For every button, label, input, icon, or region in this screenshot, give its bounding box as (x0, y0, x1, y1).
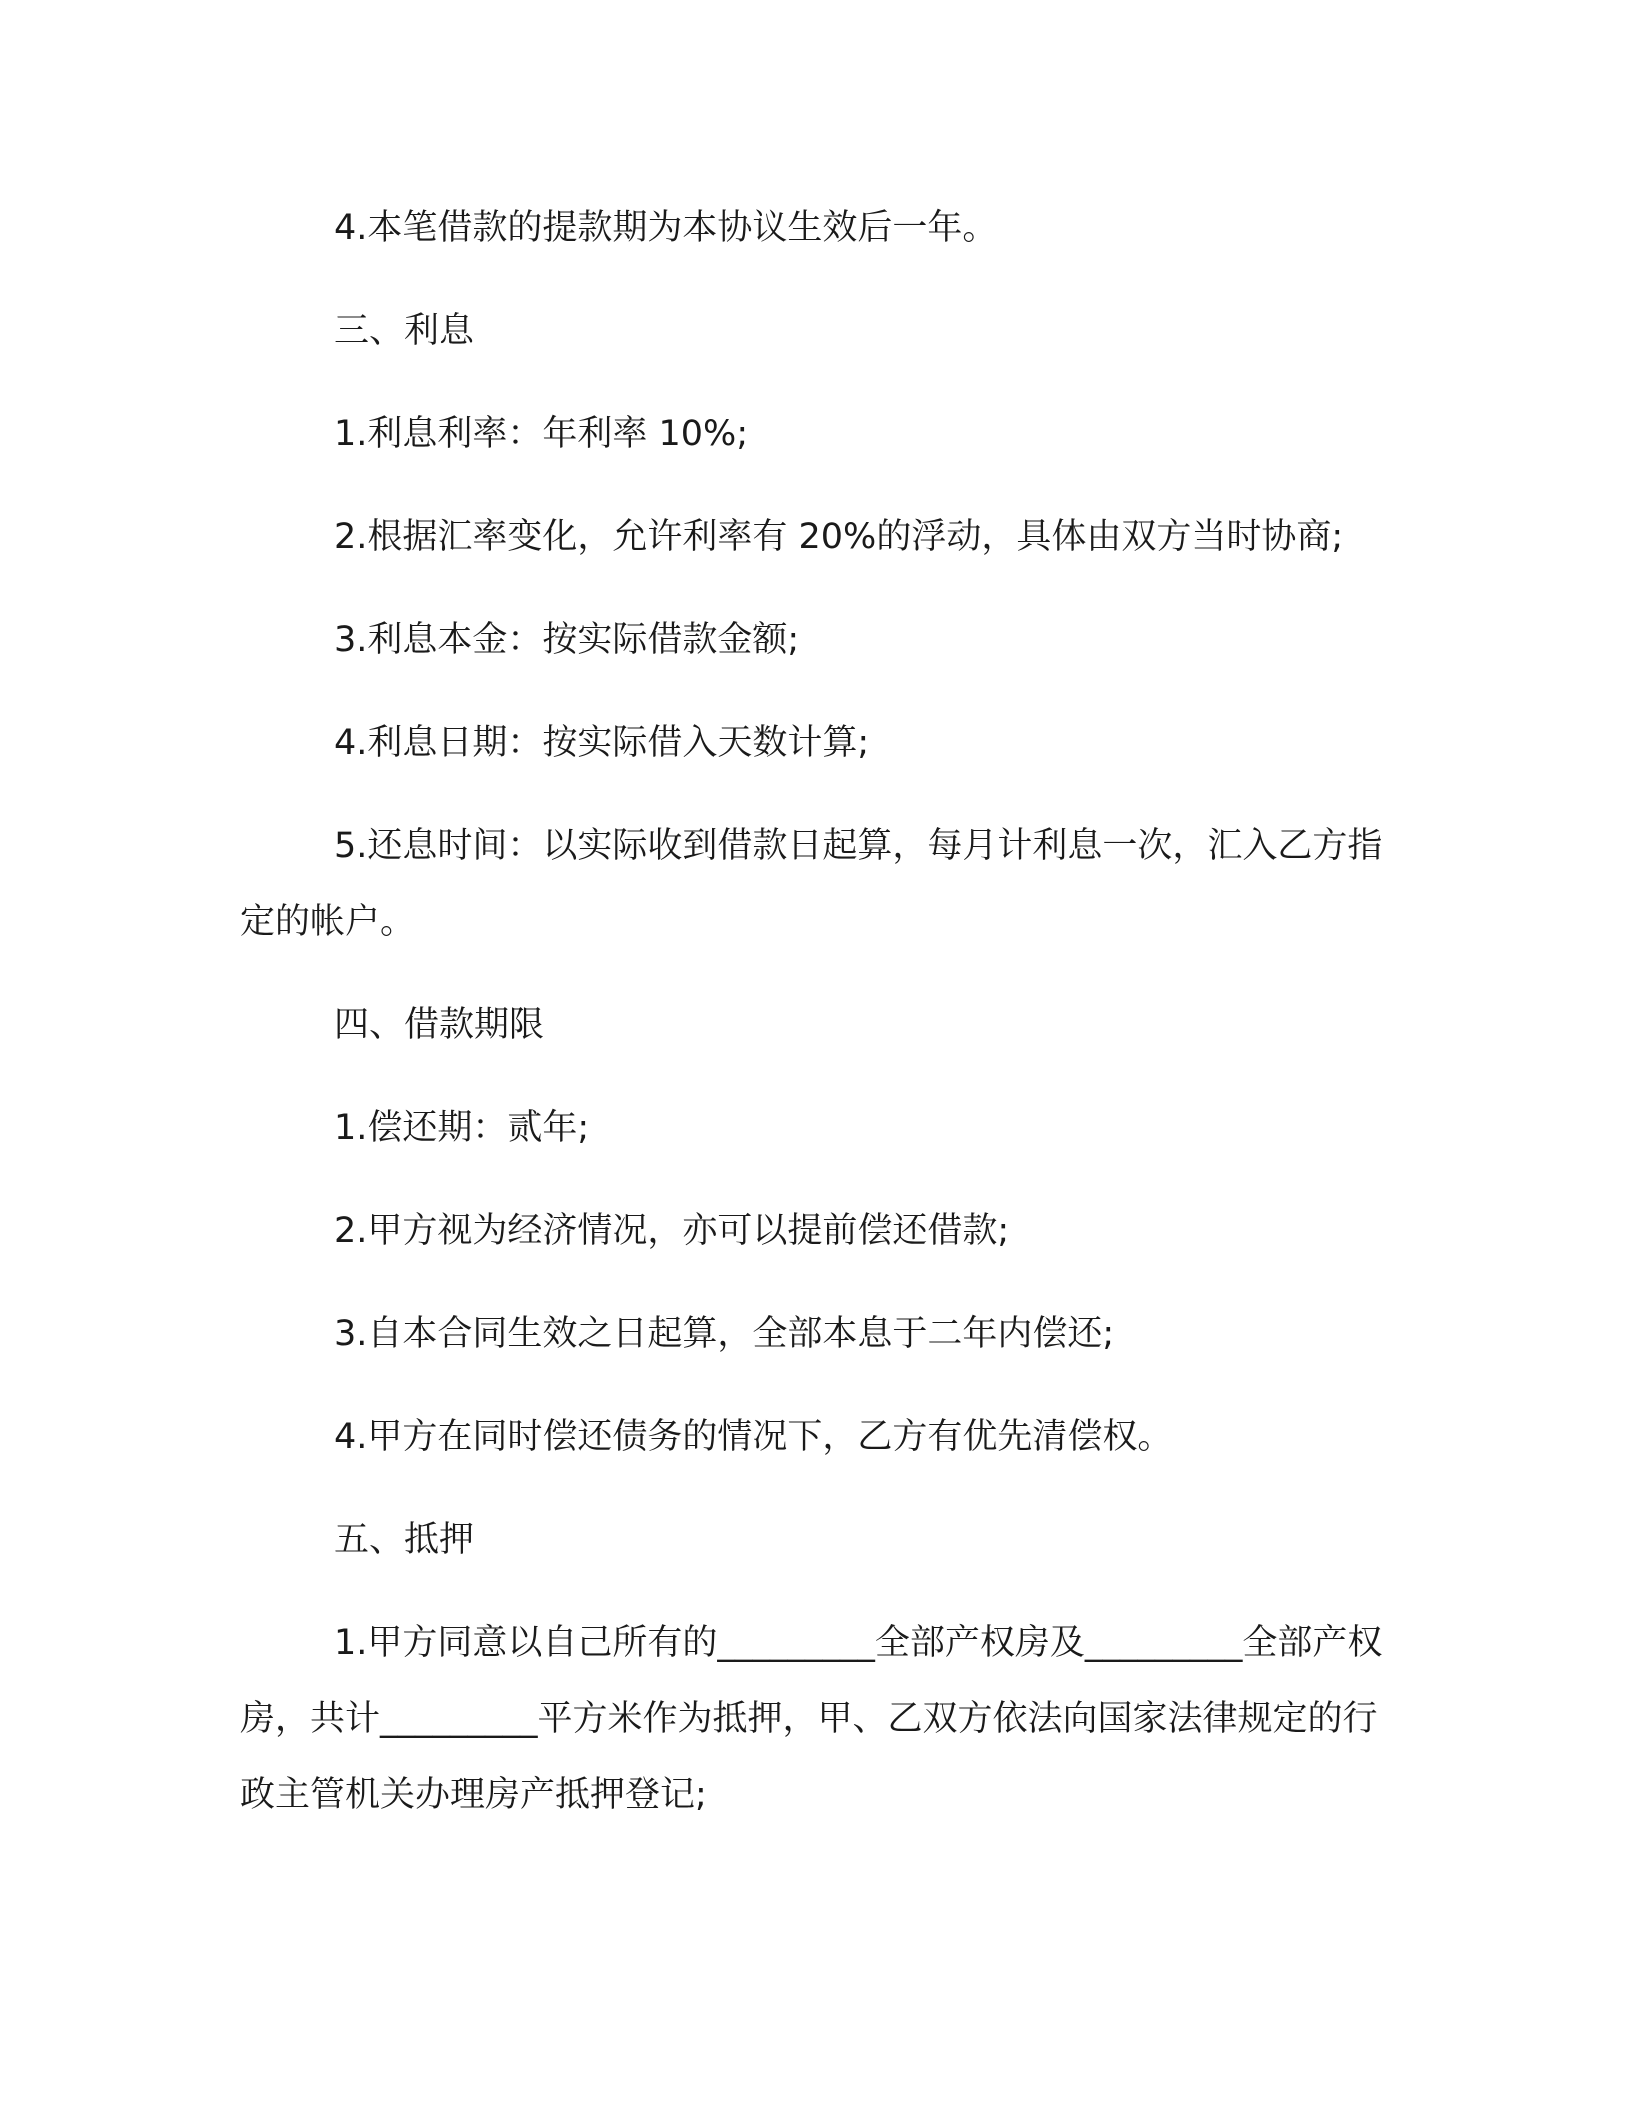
clause-drawdown-period: 4.本笔借款的提款期为本协议生效后一年。 (334, 208, 998, 248)
section-heading-mortgage: 五、抵押 (334, 1520, 475, 1560)
section-heading-interest: 三、利息 (334, 311, 475, 351)
document-body (240, 190, 1396, 1860)
clause-repayment-period: 1.偿还期：贰年; (334, 1108, 590, 1148)
clause-early-repayment: 2.甲方视为经济情况，亦可以提前偿还借款; (334, 1211, 1010, 1251)
clause-priority-repayment: 4.甲方在同时偿还债务的情况下，乙方有优先清偿权。 (334, 1417, 1173, 1457)
clause-interest-date: 4.利息日期：按实际借入天数计算; (334, 723, 870, 763)
clause-interest-principal: 3.利息本金：按实际借款金额; (334, 620, 800, 660)
clause-interest-rate: 1.利息利率：年利率 10%; (334, 414, 749, 454)
clause-mortgage-property: 1.甲方同意以自己所有的_________全部产权房及_________全部产权房，共计_________平方米作为抵押，甲、乙双方依法向国家法律规定的行政主管机关办理房产抵押登记; (240, 1623, 1383, 1815)
clause-interest-payment-time: 5.还息时间：以实际收到借款日起算，每月计利息一次，汇入乙方指定的帐户。 (240, 826, 1383, 942)
clause-rate-fluctuation: 2.根据汇率变化，允许利率有 20%的浮动，具体由双方当时协商; (334, 517, 1344, 557)
clause-repayment-deadline: 3.自本合同生效之日起算，全部本息于二年内偿还; (334, 1314, 1115, 1354)
section-heading-loan-term: 四、借款期限 (334, 1005, 545, 1045)
